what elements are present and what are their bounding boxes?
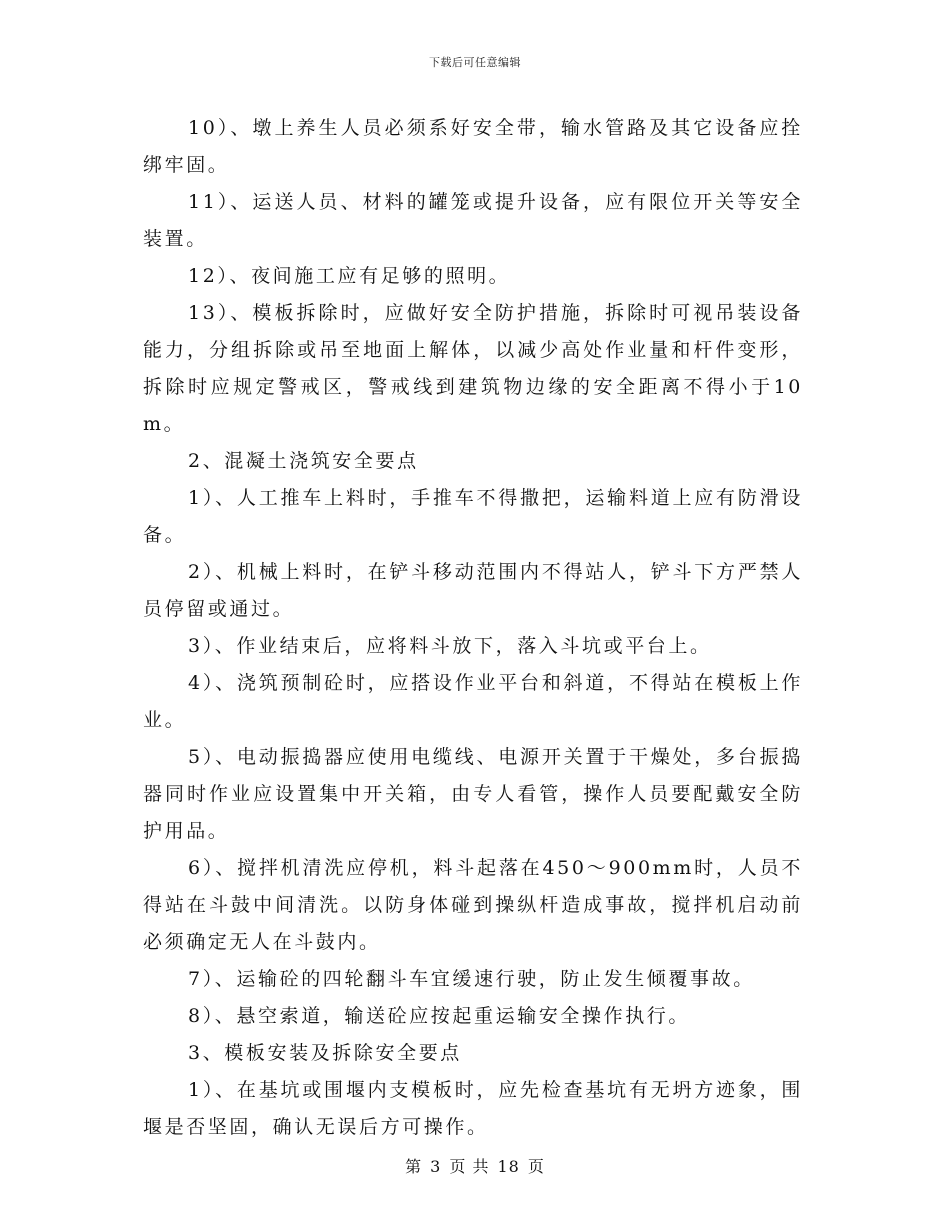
paragraph-item-12: 12）、夜间施工应有足够的照明。 — [188, 265, 511, 287]
page-footer — [0, 1154, 950, 1177]
footer-prefix: 第 — [405, 1157, 423, 1176]
footer-suffix: 页 — [527, 1157, 545, 1176]
body-text — [143, 110, 803, 1146]
paragraph-concrete-2: 2）、机械上料时，在铲斗移动范围内不得站人，铲斗下方严禁人员停留或通过。 — [143, 561, 803, 620]
paragraph-concrete-5: 5）、电动振捣器应使用电缆线、电源开关置于干燥处，多台振捣器同时作业应设置集中开关箱，由专人看管，操作人员要配戴安全防护用品。 — [143, 746, 803, 842]
section-heading-concrete-pouring: 2、混凝土浇筑安全要点 — [188, 450, 419, 472]
paragraph-concrete-4: 4）、浇筑预制砼时，应搭设作业平台和斜道，不得站在模板上作业。 — [143, 672, 803, 731]
footer-total-pages: 18 — [497, 1157, 520, 1176]
paragraph-concrete-1: 1）、人工推车上料时，手推车不得撒把，运输料道上应有防滑设备。 — [143, 487, 803, 546]
footer-current-page: 3 — [430, 1157, 442, 1176]
paragraph-concrete-7: 7）、运输砼的四轮翻斗车宜缓速行驶，防止发生倾覆事故。 — [188, 968, 755, 990]
paragraph-item-10: 10）、墩上养生人员必须系好安全带，输水管路及其它设备应拴绑牢固。 — [143, 117, 803, 176]
paragraph-concrete-6: 6）、搅拌机清洗应停机，料斗起落在450～900mm时，人员不得站在斗鼓中间清洗。以防身体碰到操纵杆造成事故，搅拌机启动前必须确定无人在斗鼓内。 — [143, 857, 803, 953]
paragraph-concrete-3: 3）、作业结束后，应将料斗放下，落入斗坑或平台上。 — [188, 635, 712, 657]
paragraph-item-13: 13）、模板拆除时，应做好安全防护措施，拆除时可视吊装设备能力，分组拆除或吊至地面上解体，以减少高处作业量和杆件变形，拆除时应规定警戒区，警戒线到建筑物边缘的安全距离不得小于10m。 — [143, 302, 803, 435]
paragraph-formwork-1: 1）、在基坑或围堰内支模板时，应先检查基坑有无坍方迹象，围堰是否坚固，确认无误后方可操作。 — [143, 1079, 803, 1138]
section-heading-formwork: 3、模板安装及拆除安全要点 — [188, 1042, 462, 1064]
header-note: 下载后可任意编辑 — [429, 56, 521, 69]
footer-mid: 页 共 — [449, 1157, 490, 1176]
paragraph-concrete-8: 8）、悬空索道，输送砼应按起重运输安全操作执行。 — [188, 1005, 690, 1027]
paragraph-item-11: 11）、运送人员、材料的罐笼或提升设备，应有限位开关等安全装置。 — [143, 191, 803, 250]
